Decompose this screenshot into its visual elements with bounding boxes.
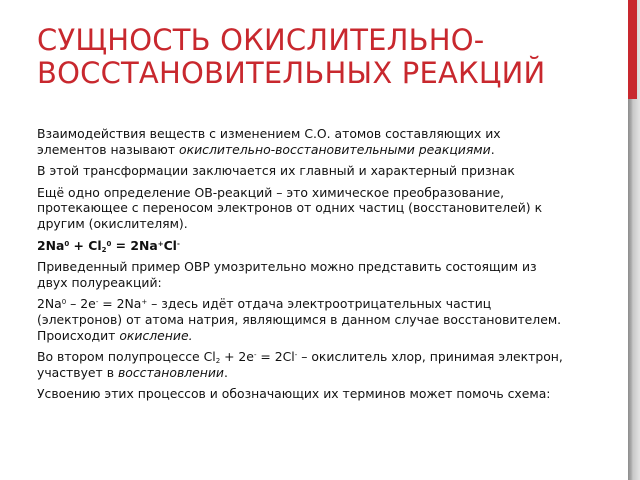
paragraph-definition-2: Ещё одно определение ОВ-реакций – это химическое преобразование, протекающее с переносом электронов от одних частиц (восстановителей) к другим (окислителям). [37,184,543,231]
paragraph-half-reactions: Приведенный пример ОВР умозрительно можно представить состоящим из двух полуреакций: [37,259,537,290]
paragraph-definition: Взаимодействия веществ с изменением С.О. атомов составляющих их элементов называют окислительно-восстановительными реакциями. [37,126,501,157]
paragraph-reduction: Во втором полупроцессе $Cl_2 + 2e^- = 2Cl^-$ – окислитель хлор, принимая электрон, участвует в восстановлении. [37,349,563,380]
paragraph-scheme: Усвоению этих процессов и обозначающих их терминов может помочь схема: [37,386,551,402]
paragraph-oxidation: 2Na$^0$ – 2e- = 2Na+ – здесь идёт отдача электроотрицательных частиц (электронов) от атома натрия, являющимся в данном случае восстановителем. Происходит окисление. [37,296,562,343]
slide-body [37,126,565,408]
italic-term: восстановлении [117,364,224,380]
paragraph-feature: В этой трансформации заключается их главный и характерный признак [37,163,515,179]
italic-term: окисление. [119,327,193,343]
italic-term: окислительно-восстановительными реакциями [179,141,491,157]
slide-edge-accent [628,0,637,99]
reaction-equation: $2Na^0 + Cl_2^0 = 2Na^+Cl^-$ [37,237,180,254]
slide-title: СУЩНОСТЬ ОКИСЛИТЕЛЬНО-ВОССТАНОВИТЕЛЬНЫХ РЕАКЦИЙ [37,23,546,90]
